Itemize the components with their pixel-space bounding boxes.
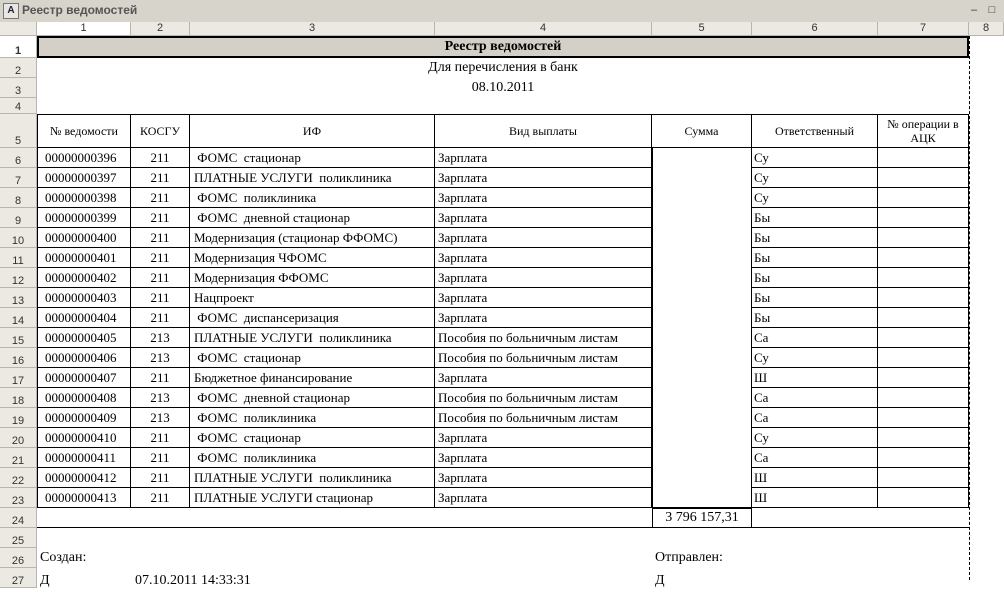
cell-payment-type[interactable]: Зарплата [435, 488, 652, 508]
cell-source[interactable]: Модернизация ФФОМС [190, 268, 435, 288]
cell-number[interactable]: 00000000399 [37, 208, 131, 228]
cell-number[interactable]: 00000000409 [37, 408, 131, 428]
cell-payment-type[interactable]: Зарплата [435, 308, 652, 328]
cell-responsible[interactable]: Бы [752, 288, 878, 308]
cell-number[interactable]: 00000000404 [37, 308, 131, 328]
row-header[interactable]: 15 [0, 328, 37, 348]
column-title-number: № ведомости [37, 114, 131, 148]
row-header[interactable]: 5 [0, 114, 37, 148]
cell-kosgu[interactable]: 211 [131, 208, 190, 228]
cell-payment-type[interactable]: Пособия по больничным листам [435, 408, 652, 428]
cell-responsible[interactable]: Са [752, 388, 878, 408]
row-header[interactable]: 19 [0, 408, 37, 428]
row-header[interactable]: 4 [0, 98, 37, 114]
cell-responsible[interactable]: Бы [752, 268, 878, 288]
column-header[interactable]: 1 [37, 22, 131, 36]
row-header[interactable]: 13 [0, 288, 37, 308]
cell-number[interactable]: 00000000400 [37, 228, 131, 248]
cell-responsible[interactable]: Бы [752, 248, 878, 268]
cell-responsible[interactable]: Бы [752, 308, 878, 328]
cell-payment-type[interactable]: Пособия по больничным листам [435, 348, 652, 368]
cell-payment-type[interactable]: Зарплата [435, 248, 652, 268]
column-title-op-number: № операции в АЦК [878, 114, 969, 148]
cell-source[interactable]: ПЛАТНЫЕ УСЛУГИ поликлиника [190, 168, 435, 188]
cell-kosgu[interactable]: 213 [131, 408, 190, 428]
column-header[interactable]: 5 [652, 22, 752, 36]
row-header[interactable]: 17 [0, 368, 37, 388]
cell-responsible[interactable]: Бы [752, 228, 878, 248]
total-sum[interactable]: 3 796 157,31 [652, 508, 752, 528]
cell-op-number[interactable] [878, 288, 969, 308]
column-header[interactable]: 6 [752, 22, 878, 36]
cell-kosgu[interactable]: 211 [131, 448, 190, 468]
cell-payment-type[interactable]: Зарплата [435, 268, 652, 288]
sent-caption-partial: Д [655, 573, 665, 588]
cell-source[interactable]: ФОМС дневной стационар [190, 388, 435, 408]
cell-sum-merged[interactable] [652, 148, 752, 508]
cell-responsible[interactable]: Су [752, 428, 878, 448]
cell-source[interactable]: Нацпроект [190, 288, 435, 308]
row-header[interactable]: 11 [0, 248, 37, 268]
page-break-line [969, 36, 970, 580]
column-header[interactable]: 4 [435, 22, 652, 36]
cell-payment-type[interactable]: Зарплата [435, 188, 652, 208]
cell-payment-type[interactable]: Зарплата [435, 288, 652, 308]
cell-kosgu[interactable]: 211 [131, 188, 190, 208]
cell-responsible[interactable]: Са [752, 408, 878, 428]
report-date: 08.10.2011 [471, 80, 535, 95]
column-title-payment-type: Вид выплаты [435, 114, 652, 148]
column-title-source: ИФ [190, 114, 435, 148]
cell-kosgu[interactable]: 213 [131, 388, 190, 408]
cell-kosgu[interactable]: 211 [131, 268, 190, 288]
cell-op-number[interactable] [878, 428, 969, 448]
cell-responsible[interactable]: Су [752, 148, 878, 168]
cell-source[interactable]: ФОМС стационар [190, 428, 435, 448]
window-title: Реестр ведомостей [22, 3, 138, 17]
cell-number[interactable]: 00000000398 [37, 188, 131, 208]
maximize-icon[interactable]: □ [988, 4, 996, 16]
column-header[interactable]: 2 [131, 22, 190, 36]
cell-source[interactable]: ФОМС дневной стационар [190, 208, 435, 228]
cell-payment-type[interactable]: Зарплата [435, 168, 652, 188]
cell-responsible[interactable]: Ш [752, 368, 878, 388]
row-header[interactable]: 3 [0, 78, 37, 98]
row-header[interactable]: 7 [0, 168, 37, 188]
cell-source[interactable]: ПЛАТНЫЕ УСЛУГИ поликлиника [190, 328, 435, 348]
cell-number[interactable]: 00000000405 [37, 328, 131, 348]
cell-number[interactable]: 00000000410 [37, 428, 131, 448]
cell-number[interactable]: 00000000403 [37, 288, 131, 308]
column-header[interactable]: 3 [190, 22, 435, 36]
cell-kosgu[interactable]: 211 [131, 428, 190, 448]
cell-kosgu[interactable]: 211 [131, 248, 190, 268]
cell-payment-type[interactable]: Пособия по больничным листам [435, 328, 652, 348]
row-header[interactable]: 18 [0, 388, 37, 408]
row-header[interactable]: 6 [0, 148, 37, 168]
row-header[interactable]: 21 [0, 448, 37, 468]
created-value-partial: 07.10.2011 14:33:31 [135, 573, 251, 588]
cell-op-number[interactable] [878, 488, 969, 508]
cell-number[interactable]: 00000000396 [37, 148, 131, 168]
minimize-icon[interactable]: – [970, 4, 978, 16]
cell-kosgu[interactable]: 211 [131, 468, 190, 488]
row-header[interactable]: 10 [0, 228, 37, 248]
row-header[interactable]: 2 [0, 58, 37, 78]
cell-payment-type[interactable]: Зарплата [435, 148, 652, 168]
cell-kosgu[interactable]: 211 [131, 368, 190, 388]
cell-source[interactable]: ФОМС поликлиника [190, 408, 435, 428]
window-title-bar [0, 0, 1004, 23]
cell-source[interactable]: ФОМС поликлиника [190, 188, 435, 208]
cell-source[interactable]: ПЛАТНЫЕ УСЛУГИ поликлиника [190, 468, 435, 488]
cell-op-number[interactable] [878, 328, 969, 348]
cell-op-number[interactable] [878, 388, 969, 408]
cell-source[interactable]: ФОМС стационар [190, 148, 435, 168]
cell-responsible[interactable]: Ш [752, 488, 878, 508]
cell-kosgu[interactable]: 211 [131, 148, 190, 168]
cell-op-number[interactable] [878, 468, 969, 488]
cell-number[interactable]: 00000000412 [37, 468, 131, 488]
report-title: Реестр ведомостей [37, 36, 969, 58]
cell-kosgu[interactable]: 213 [131, 348, 190, 368]
row-header[interactable]: 26 [0, 548, 37, 568]
row-header[interactable]: 14 [0, 308, 37, 328]
spreadsheet-grid[interactable] [0, 22, 1004, 588]
cell-kosgu[interactable]: 211 [131, 228, 190, 248]
cell-number[interactable]: 00000000408 [37, 388, 131, 408]
cell-number[interactable]: 00000000397 [37, 168, 131, 188]
cell-op-number[interactable] [878, 228, 969, 248]
cell-source[interactable]: ФОМС диспансеризация [190, 308, 435, 328]
cell-source[interactable]: ФОМС поликлиника [190, 448, 435, 468]
cell-number[interactable]: 00000000402 [37, 268, 131, 288]
column-header[interactable]: 7 [878, 22, 969, 36]
column-title-kosgu: КОСГУ [131, 114, 190, 148]
cell-source[interactable]: Модернизация ЧФОМС [190, 248, 435, 268]
row-header[interactable]: 22 [0, 468, 37, 488]
cell-op-number[interactable] [878, 188, 969, 208]
cell-op-number[interactable] [878, 308, 969, 328]
cell-payment-type[interactable]: Зарплата [435, 368, 652, 388]
cell-responsible[interactable]: Са [752, 328, 878, 348]
cell-number[interactable]: 00000000411 [37, 448, 131, 468]
cell-payment-type[interactable]: Зарплата [435, 228, 652, 248]
cell-kosgu[interactable]: 211 [131, 308, 190, 328]
cell-kosgu[interactable]: 213 [131, 328, 190, 348]
cell-kosgu[interactable]: 211 [131, 168, 190, 188]
row-header[interactable]: 20 [0, 428, 37, 448]
sent-label: Отправлен: [655, 550, 723, 565]
cell-payment-type[interactable]: Зарплата [435, 468, 652, 488]
row-header[interactable]: 24 [0, 508, 37, 528]
row-header[interactable]: 25 [0, 528, 37, 548]
created-label: Создан: [40, 550, 87, 565]
row-header[interactable]: 12 [0, 268, 37, 288]
cell-op-number[interactable] [878, 348, 969, 368]
row-header[interactable]: 16 [0, 348, 37, 368]
cell-number[interactable]: 00000000413 [37, 488, 131, 508]
cell-op-number[interactable] [878, 448, 969, 468]
cell-responsible[interactable]: Са [752, 448, 878, 468]
cell-responsible[interactable]: Бы [752, 208, 878, 228]
cell-payment-type[interactable]: Зарплата [435, 208, 652, 228]
cell-payment-type[interactable]: Зарплата [435, 428, 652, 448]
cell-kosgu[interactable]: 211 [131, 288, 190, 308]
cell-op-number[interactable] [878, 268, 969, 288]
cell-payment-type[interactable]: Зарплата [435, 448, 652, 468]
cell-source[interactable]: Бюджетное финансирование [190, 368, 435, 388]
cell-kosgu[interactable]: 211 [131, 488, 190, 508]
row-header[interactable]: 23 [0, 488, 37, 508]
row-header[interactable]: 9 [0, 208, 37, 228]
cell-op-number[interactable] [878, 208, 969, 228]
cell-responsible[interactable]: Су [752, 168, 878, 188]
cell-op-number[interactable] [878, 248, 969, 268]
row-header[interactable]: 1 [0, 36, 37, 58]
cell-responsible[interactable]: Су [752, 188, 878, 208]
document-app-icon: A [3, 3, 19, 19]
created-caption-partial: Д [40, 573, 50, 588]
column-header[interactable]: 8 [969, 22, 1004, 36]
select-all-corner[interactable] [0, 22, 37, 36]
cell-source[interactable]: ПЛАТНЫЕ УСЛУГИ стационар [190, 488, 435, 508]
report-subtitle: Для перечисления в банк [428, 60, 578, 75]
row-header[interactable]: 8 [0, 188, 37, 208]
cell-number[interactable]: 00000000407 [37, 368, 131, 388]
row-header[interactable]: 27 [0, 568, 37, 588]
cell-payment-type[interactable]: Пособия по больничным листам [435, 388, 652, 408]
cell-op-number[interactable] [878, 168, 969, 188]
cell-number[interactable]: 00000000406 [37, 348, 131, 368]
cell-number[interactable]: 00000000401 [37, 248, 131, 268]
cell-source[interactable]: ФОМС стационар [190, 348, 435, 368]
cell-op-number[interactable] [878, 368, 969, 388]
cell-responsible[interactable]: Ш [752, 468, 878, 488]
cell-source[interactable]: Модернизация (стационар ФФОМС) [190, 228, 435, 248]
column-title-sum: Сумма [652, 114, 752, 148]
cell-op-number[interactable] [878, 148, 969, 168]
column-title-responsible: Ответственный [752, 114, 878, 148]
total-row-line [37, 508, 969, 528]
cell-op-number[interactable] [878, 408, 969, 428]
cell-responsible[interactable]: Су [752, 348, 878, 368]
